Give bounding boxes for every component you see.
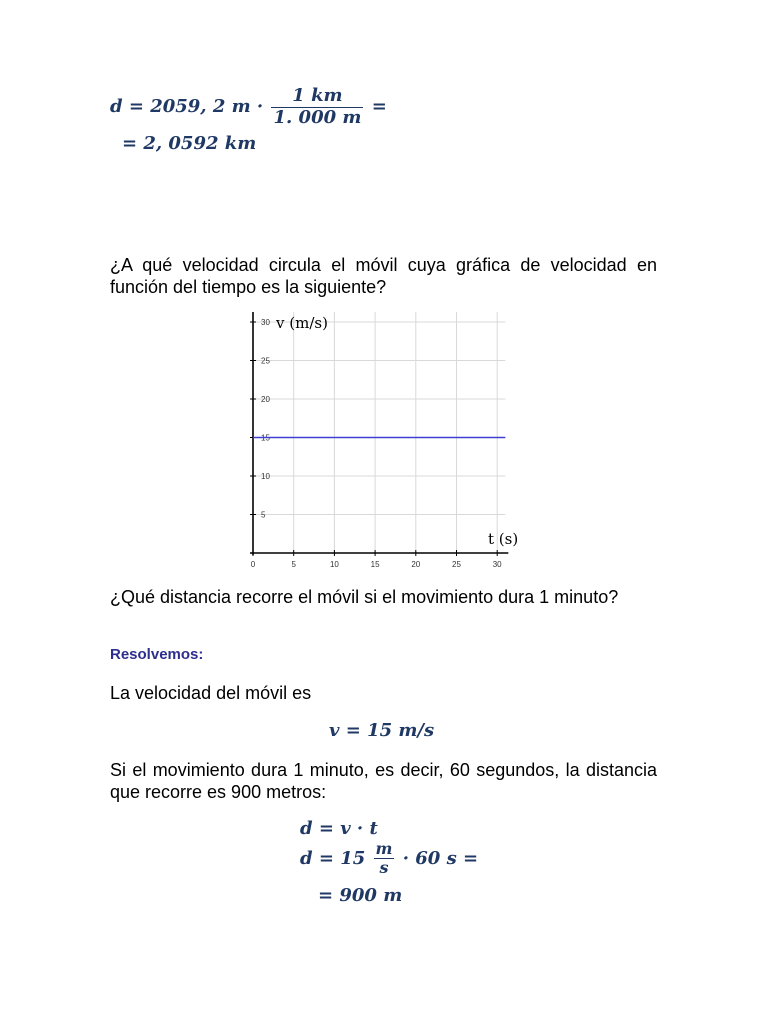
x-tick-label: 30 (492, 560, 502, 569)
formula-distance-conversion (110, 86, 387, 128)
y-tick-label: 10 (261, 472, 270, 481)
formula1-rhs: = (371, 96, 387, 118)
text-distance-statement: Si el movimiento dura 1 minuto, es decir, 60 segundos, la distancia que recorre es 900 metros: (110, 760, 657, 802)
x-tick-label: 10 (329, 560, 339, 569)
formula-distance-def: d = v · t (300, 818, 378, 839)
chart-ticks (250, 318, 502, 569)
y-tick-label: 30 (261, 318, 270, 327)
chart-axes (250, 312, 508, 555)
chart-grid (253, 312, 505, 553)
question-distance: ¿Qué distancia recorre el móvil si el movimiento dura 1 minuto? (110, 587, 619, 607)
chart-x-axis-label: t (s) (488, 530, 519, 548)
formula-distance-calc (300, 840, 478, 878)
x-tick-label: 0 (250, 560, 256, 569)
formula1-lhs: d = 2059, 2 m · (110, 96, 264, 118)
formula3-fraction-numerator: m (375, 839, 393, 858)
y-tick-label: 15 (261, 433, 270, 443)
y-tick-label: 20 (261, 395, 270, 404)
formula1-fraction (271, 86, 363, 128)
formula-velocity: v = 15 m/s (329, 720, 435, 741)
resolvemos-heading: Resolvemos: (110, 646, 204, 663)
x-tick-label: 20 (411, 560, 421, 569)
formula1-fraction-numerator: 1 km (271, 86, 363, 108)
x-tick-label: 15 (370, 560, 380, 569)
formula-distance-result: = 900 m (318, 885, 403, 906)
formula3-lhs: d = 15 (300, 847, 366, 869)
velocity-time-chart (236, 312, 526, 576)
text-velocity-statement: La velocidad del móvil es (110, 683, 312, 703)
y-tick-label: 25 (261, 356, 270, 366)
y-tick-label: 5 (261, 510, 266, 520)
formula1-fraction-denominator: 1. 000 m (273, 106, 362, 128)
formula1-result: = 2, 0592 km (122, 133, 257, 154)
x-tick-label: 25 (452, 560, 461, 569)
chart-y-axis-label: v (m/s) (276, 314, 328, 332)
question-velocity: ¿A qué velocidad circula el móvil cuya gráfica de velocidad en función del tiempo es la siguiente? (110, 255, 657, 297)
formula3-rhs: · 60 s = (402, 847, 479, 869)
formula3-fraction-denominator: s (379, 858, 389, 878)
x-tick-label: 5 (291, 560, 296, 569)
formula3-fraction (374, 840, 395, 878)
